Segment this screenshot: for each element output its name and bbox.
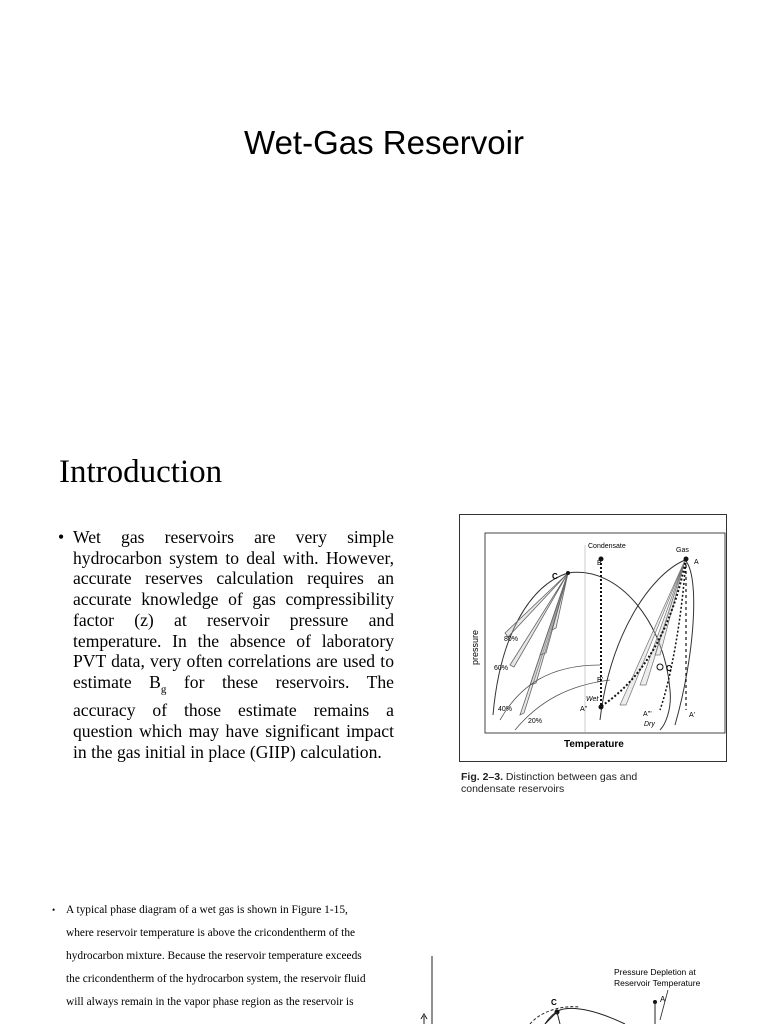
- slide-title: Wet-Gas Reservoir: [244, 124, 524, 161]
- label-60pct: 60%: [494, 665, 509, 672]
- label-a-triple: A''': [643, 711, 652, 718]
- label-b: B: [597, 560, 602, 567]
- label-20pct: 20%: [528, 718, 543, 725]
- point-a: [684, 557, 689, 562]
- phase-diagram-svg: [460, 515, 726, 761]
- label-c-left: C: [552, 572, 558, 581]
- bullet-marker: •: [58, 527, 65, 547]
- intro-subscript: g: [160, 683, 167, 696]
- label-a-prime: A': [689, 712, 696, 719]
- intro-text-part1: Wet gas reservoirs are very simple hydrocarbon system to deal with. However, accurate reserves calculation requires an accurate knowledge of gas compressibility factor (z) at reservoir pressure and temperature. In the absence of laboratory PVT data, very often correlations are used to estimate B: [73, 527, 394, 692]
- critical-point-left: [566, 571, 570, 575]
- intro-text-part2: for these reservoirs. The accuracy of those estimate remains a question which may have significant impact in the gas initial in place (GIIP) calculation.: [73, 671, 394, 762]
- wet-gas-bullet-text: A typical phase diagram of a wet gas is shown in Figure 1-15, where reservoir temperature is above the cricondentherm of the hydrocarbon mixture. Because the reservoir temperature exceeds the cricondentherm of the hydrocarbon system, the reservoir fluid will always remain in the vapor phase region as the reservoir is: [66, 904, 366, 1008]
- label-condensate: Condensate: [588, 543, 626, 550]
- figure-caption: [461, 771, 681, 795]
- label-80pct: 80%: [504, 636, 519, 643]
- point-a-double: [599, 705, 604, 710]
- figure2-title-line2: Reservoir Temperature: [614, 978, 701, 988]
- pressure-depletion-figure: [410, 950, 730, 1024]
- label-gas: Gas: [676, 547, 689, 554]
- y-axis-label: pressure: [470, 629, 480, 665]
- intro-bullet-text: [73, 527, 394, 762]
- figure2-label-a: A: [660, 995, 666, 1004]
- label-a-double: A'': [580, 706, 588, 713]
- critical-point-right: [657, 664, 663, 670]
- wet-gas-bullet: [52, 899, 367, 1014]
- label-b-prime: B': [597, 677, 604, 684]
- bullet2-marker: •: [52, 905, 56, 915]
- figure2-envelope-dashed: [530, 1007, 580, 1024]
- caption-text: Distinction between gas and condensate reservoirs: [461, 771, 638, 795]
- label-40pct: 40%: [498, 706, 513, 713]
- label-dry: Dry: [644, 721, 655, 728]
- intro-bullet: [58, 527, 394, 762]
- figure2-label-c: C: [551, 998, 557, 1007]
- quality-fan-left: [505, 573, 568, 715]
- figure2-quality-line: [545, 1012, 557, 1024]
- gas-envelope: [600, 560, 694, 725]
- x-axis-label: Temperature: [564, 739, 624, 750]
- intro-heading: Introduction: [59, 454, 223, 490]
- phase-diagram-figure: [459, 514, 727, 762]
- label-wet: Wet: [586, 696, 599, 703]
- caption-figure-number: Fig. 2–3.: [461, 771, 504, 783]
- pressure-depletion-svg: [410, 950, 730, 1024]
- label-a: A: [694, 559, 699, 566]
- figure2-title-line1: Pressure Depletion at: [614, 967, 696, 977]
- label-c-right: C: [666, 664, 672, 673]
